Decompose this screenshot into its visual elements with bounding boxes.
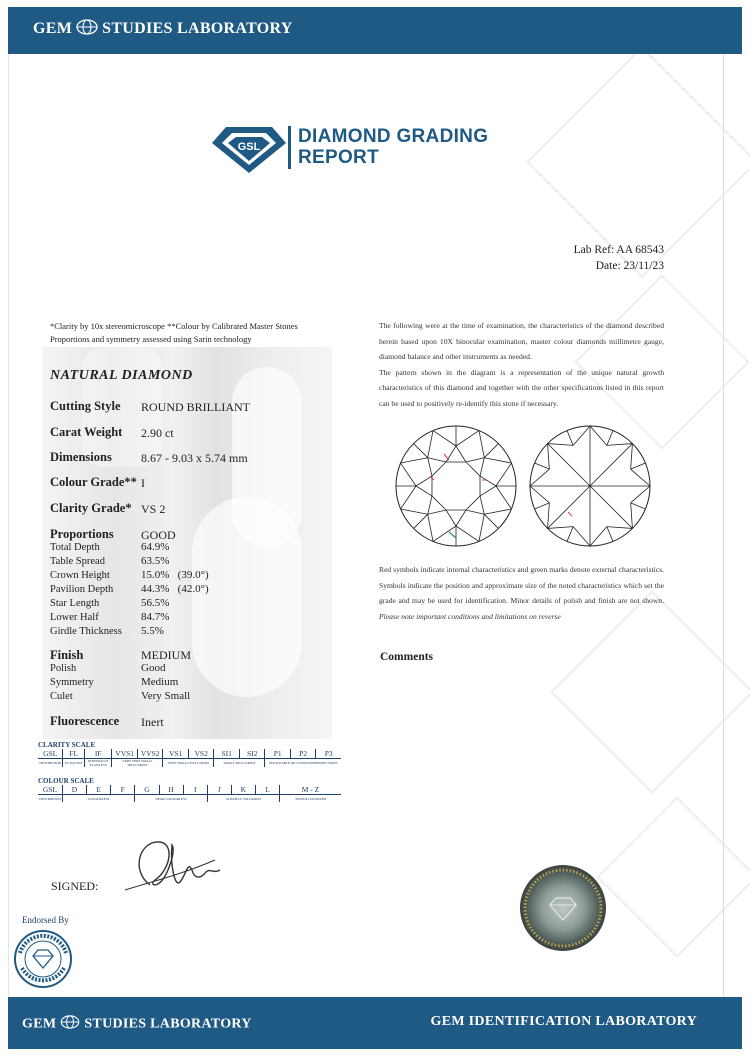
girdle-thickness-label: Girdle Thickness (50, 626, 122, 637)
facet-line (484, 514, 498, 528)
colour-grade-label: Colour Grade** (50, 475, 137, 489)
facet-line (631, 486, 650, 503)
symbols-text (379, 562, 664, 624)
proportions-label: Proportions (50, 527, 114, 541)
facet-line (466, 496, 480, 510)
clarity-scale-desc: VERY VERY SMALL INCLUSIONS (112, 759, 163, 768)
cutting-style-value: ROUND BRILLIANT (141, 400, 250, 414)
facet-line (446, 446, 456, 462)
facet-line (631, 444, 633, 470)
colour-scale-cell: M - Z (280, 785, 341, 795)
inclusion-mark (568, 512, 572, 516)
facet-line (428, 496, 432, 514)
facet-line (428, 458, 446, 462)
facet-line (433, 526, 456, 541)
facet-line (590, 486, 632, 528)
facet-line (432, 462, 446, 476)
facet-line (456, 526, 479, 541)
facet-line (466, 510, 484, 514)
crown-height-value: 15.0% (39.0°) (141, 569, 209, 581)
facet-line (479, 431, 484, 458)
facet-line (401, 509, 428, 514)
report-title (298, 126, 488, 168)
footer-right-title: GEM IDENTIFICATION LABORATORY (430, 1014, 697, 1029)
endorsed-by-label: Endorsed By (22, 915, 69, 925)
clarity-scale-cell: P3 (316, 749, 341, 759)
facet-line (631, 463, 646, 469)
report-title-line2: REPORT (298, 147, 379, 168)
external-mark (449, 532, 456, 538)
finish-label: Finish (50, 648, 84, 662)
lower-half-label: Lower Half (50, 612, 99, 623)
facet-line (428, 431, 433, 458)
stone-type: NATURAL DIAMOND (50, 368, 193, 383)
colour-scale-title: COLOUR SCALE (38, 777, 94, 785)
comments-label: Comments (380, 651, 434, 663)
facet-line (496, 486, 511, 509)
colour-scale-desc: COLOURLESS (62, 795, 134, 803)
facet-line (567, 431, 573, 446)
facet-line (401, 486, 416, 509)
facet-line (484, 444, 498, 458)
signature (120, 830, 230, 905)
facet-line (428, 510, 446, 514)
external-mark (466, 462, 470, 466)
facet-line (607, 527, 613, 542)
facet-line (428, 514, 433, 541)
colour-scale-cell: GSL (38, 785, 62, 795)
lower-half-value: 84.7% (141, 611, 170, 623)
colour-scale-cell: D (62, 785, 86, 795)
signed-label: SIGNED: (51, 879, 99, 893)
colour-scale-cell: E (87, 785, 111, 795)
fluorescence-value: Inert (141, 715, 164, 729)
clarity-scale-cell: P1 (265, 749, 291, 759)
colour-scale-cell: F (111, 785, 135, 795)
clarity-scale-desc: DESCRIPTION (38, 759, 63, 768)
facet-line (631, 503, 646, 509)
hologram-seal (520, 865, 606, 951)
facet-line (631, 469, 650, 486)
facet-line (548, 503, 550, 529)
lab-ref: Lab Ref: AA 68543 (573, 244, 664, 256)
dimensions-label: Dimensions (50, 450, 112, 464)
facet-line (607, 527, 633, 529)
colour-scale-cell: I (183, 785, 207, 795)
header-title (33, 19, 293, 40)
colour-scale-cell: K (231, 785, 255, 795)
facet-line (480, 496, 484, 514)
colour-grade-value: I (141, 476, 145, 490)
total-depth-label: Total Depth (50, 542, 100, 553)
facet-line (484, 509, 511, 514)
title-divider (288, 126, 291, 169)
clarity-scale-cell: VVS2 (137, 749, 163, 759)
facet-line (548, 444, 574, 446)
clarity-scale-cell: VS1 (163, 749, 189, 759)
facet-line (607, 444, 633, 446)
facet-line (401, 463, 416, 486)
notes-line1: *Clarity by 10x stereomicroscope **Colour by Calibrated Master Stones (50, 321, 298, 331)
clarity-scale-desc: NOTICEABLE INCLUSIONS IMPERFECTIONS (268, 761, 338, 765)
facet-line (466, 458, 484, 462)
facet-line (480, 486, 496, 496)
notes (50, 320, 298, 346)
facet-line (548, 444, 550, 470)
notes-line2: Proportions and symmetry assessed using Sarin technology (50, 334, 252, 344)
clarity-scale-desc: SMALL INCLUSIONS (214, 759, 265, 768)
conditions-note: Please note important conditions and limitations on reverse (379, 611, 561, 621)
header-gem-text: GEM (33, 20, 73, 38)
clarity-scale-desc: VERY SMALL INCLUSIONS (163, 759, 214, 768)
facet-line (428, 458, 432, 476)
facet-line (456, 431, 479, 446)
cutting-style-label: Cutting Style (50, 399, 121, 413)
clarity-scale-cell: FL (63, 749, 84, 759)
facet-line (416, 486, 432, 496)
facet-line (432, 496, 446, 510)
polish-label: Polish (50, 663, 77, 674)
facet-line (414, 444, 428, 458)
symbols-paragraph: Red symbols indicate internal characteristics and green marks denote external characteristics. Symbols indicate the position and approximate size of the noted characteristics which set the grade and may be used for identification. Minor details of polish and finish are not shown. (379, 565, 664, 605)
clarity-scale-cell: GSL (38, 749, 63, 759)
facet-line (480, 476, 496, 486)
footer-left-title (22, 1015, 252, 1034)
gemmological-association-seal (12, 928, 74, 995)
symmetry-label: Symmetry (50, 677, 94, 688)
facet-line (530, 469, 549, 486)
facet-line (456, 510, 466, 526)
crown-height-label: Crown Height (50, 570, 110, 581)
finish-value: MEDIUM (141, 648, 191, 662)
clarity-scale-cell: VVS1 (112, 749, 138, 759)
facet-line (535, 503, 550, 509)
facet-line (590, 527, 607, 546)
facet-line (631, 503, 633, 529)
colour-scale-cell: J (207, 785, 231, 795)
facet-line (548, 527, 574, 529)
facet-line (479, 514, 484, 541)
dimensions-value: 8.67 - 9.03 x 5.74 mm (141, 451, 248, 465)
crown-diagram (394, 424, 518, 553)
facet-line (414, 514, 428, 528)
facet-line (607, 431, 613, 446)
colour-scale-desc: TINTED COLOURED (294, 796, 327, 801)
colour-scale-cell: G (135, 785, 159, 795)
table-spread-label: Table Spread (50, 556, 105, 567)
total-depth-value: 64.9% (141, 541, 170, 553)
report-date: Date: 23/11/23 (595, 260, 664, 272)
colour-scale-cell: H (159, 785, 183, 795)
colour-scale-desc: SLIGHTLY COLOURED (207, 795, 279, 803)
clarity-scale-cell: SI2 (239, 749, 265, 759)
facet-line (530, 486, 549, 503)
facet-line (590, 444, 632, 486)
facet-line (567, 527, 573, 542)
gsl-logo (212, 123, 286, 173)
footer-band (8, 997, 742, 1049)
facet-line (416, 476, 432, 486)
facet-line (590, 426, 607, 445)
examination-paragraph: The following were at the time of examination, the characteristics of the diamond described herein based upon 10X binocular examination, master colour diamonds millimetre gauge, diamond balance and other instruments as needed. (379, 321, 664, 361)
pavilion-depth-label: Pavilion Depth (50, 584, 114, 595)
fluorescence-label: Fluorescence (50, 714, 120, 728)
examination-text (379, 318, 664, 411)
polish-value: Good (141, 662, 166, 674)
facet-line (548, 486, 590, 528)
header-band (8, 7, 742, 54)
pattern-paragraph: The pattern shown in the diagram is a representation of the unique natural growth characteristics of this diamond and together with the other specifications listed in this report can be used to positively re-identify this stone if necessary. (379, 367, 664, 408)
girdle-thickness-value: 5.5% (141, 625, 164, 637)
colour-scale-desc: DESCRIPTION (39, 796, 61, 801)
inclusion-mark (444, 454, 449, 460)
colour-scale-cell: L (255, 785, 279, 795)
globe-icon (60, 1015, 80, 1034)
carat-weight-value: 2.90 ct (141, 426, 174, 440)
footer-gem-text: GEM (22, 1016, 57, 1032)
facet-line (433, 431, 456, 446)
star-length-value: 56.5% (141, 597, 170, 609)
facet-line (401, 458, 428, 463)
proportions-value: GOOD (141, 528, 176, 542)
svg-text:GSL: GSL (237, 141, 261, 153)
symmetry-value: Medium (141, 676, 179, 688)
facet-line (484, 458, 511, 463)
facet-line (573, 527, 590, 546)
clarity-scale-cell: P2 (290, 749, 316, 759)
facet-line (496, 463, 511, 486)
pavilion-diagram (528, 424, 652, 553)
clarity-scale-title: CLARITY SCALE (38, 741, 96, 749)
facet-line (548, 444, 590, 486)
facet-line (446, 510, 456, 526)
report-title-line1: DIAMOND GRADING (298, 126, 489, 147)
facet-line (573, 426, 590, 445)
clarity-scale-cell: IF (84, 749, 112, 759)
pavilion-depth-value: 44.3% (42.0°) (141, 583, 209, 595)
clarity-grade-label: Clarity Grade* (50, 501, 132, 515)
clarity-scale-table (38, 749, 341, 767)
colour-scale-desc: NEAR COLOURLESS (135, 795, 207, 803)
clarity-grade-value: VS 2 (141, 502, 166, 516)
clarity-scale-cell: SI1 (214, 749, 240, 759)
header-studies-text: STUDIES LABORATORY (102, 20, 293, 38)
star-length-label: Star Length (50, 598, 100, 609)
culet-value: Very Small (141, 690, 191, 702)
carat-weight-label: Carat Weight (50, 425, 123, 439)
lab-ref-block (574, 242, 664, 274)
table-spread-value: 63.5% (141, 555, 170, 567)
culet-label: Culet (50, 691, 73, 702)
footer-studies-text: STUDIES LABORATORY (84, 1016, 252, 1032)
facet-line (480, 458, 484, 476)
clarity-scale-desc: INTERNALLY FLAWLESS (84, 759, 112, 768)
facet-line (456, 446, 466, 462)
clarity-scale-desc: FLAWLESS (63, 759, 84, 768)
globe-icon (76, 19, 98, 40)
clarity-scale-cell: VS2 (188, 749, 214, 759)
facet-line (535, 463, 550, 469)
colour-scale-table (38, 785, 341, 802)
